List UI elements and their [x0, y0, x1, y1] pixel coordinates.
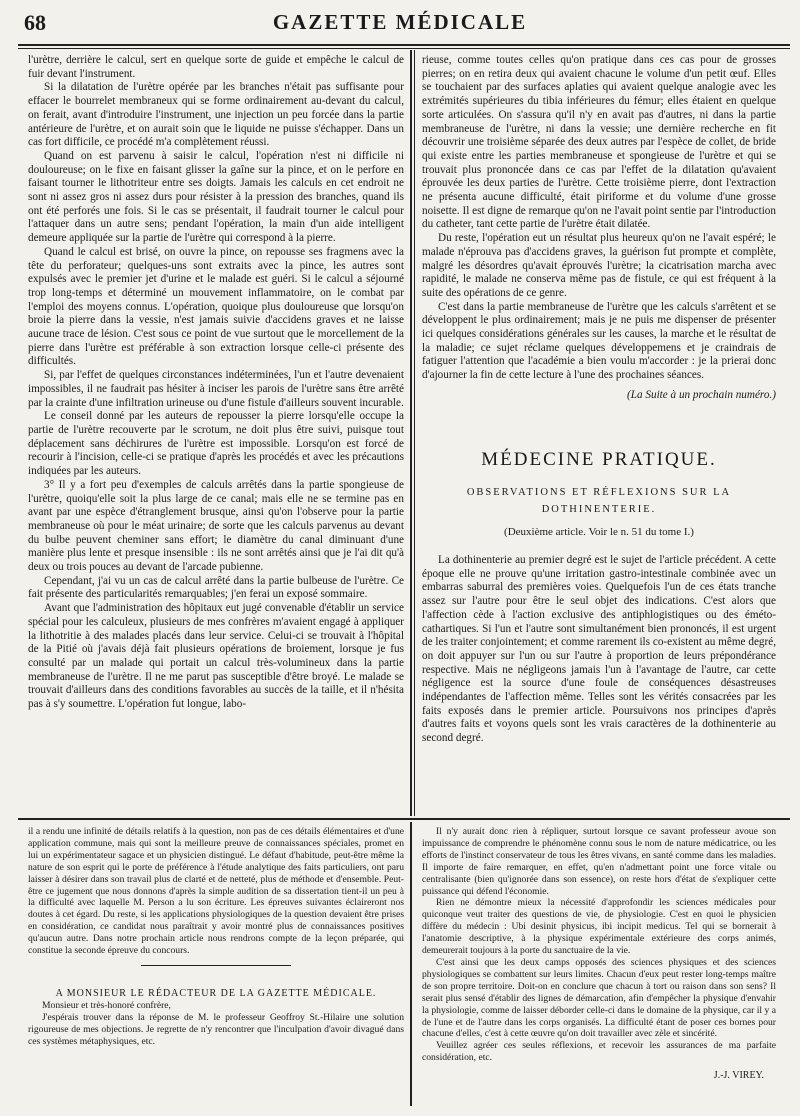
paragraph: Quand on est parvenu à saisir le calcul, l'opération n'est ni difficile ni douloureuse; on le fixe en faisant glisser la gaîne sur la pince, et on le perfore en faisant tourner le lithotriteur entre ses doigts. Jamais les calculs en cet endroit ne sont ni assez gros ni assez durs pour résister à la pression des branches, quand ils ont été perforés une fois. Si le cas se présentait, il faudrait tourner le calcul pour l'attaquer dans un autre sens; pendant l'opération, la main d'un aide intelligent demeure appliquée sur la partie de l'urètre qui correspond à la pierre. [28, 149, 404, 245]
paragraph: Si la dilatation de l'urètre opérée par les branches n'était pas suffisante pour effacer le bourrelet membraneux qui se forme ordinairement au-devant du calcul, on ferait, avant d'introduire l'instrument, une injection un peu forcée dans la partie antérieure de l'urètre, et on aurait soin que le liquide ne puisse s'échapper. Dans un cas fort difficile, ce procédé m'a complètement réussi. [28, 81, 404, 149]
footer-column-divider [410, 822, 412, 1106]
right-column [422, 54, 776, 746]
journal-title: GAZETTE MÉDICALE [272, 10, 528, 34]
header-rule-thin [18, 48, 790, 49]
section-separator [18, 818, 790, 820]
page-number: 68 [24, 10, 46, 35]
paragraph: il a rendu une infinité de détails relatifs à la question, non pas de ces détails élémentaires et d'une application commune, mais qui sont la meilleure preuve de connaissances spéciales, promet en lui un expérimentateur sagace et un physicien distingué. Le défaut d'habitude, peut-être même la nature de son esprit qui le porte de préférence à l'étude analytique des faits particuliers, ont paru laisser à désirer dans son travail plus de clarté et de netteté, plus de méthode et d'ensemble. Peut-être ce jugement que nous donnons d'après la simple audition de sa dissertation tient-il un peu à la difficulté avec laquelle M. Person a lu son écriture. Les épreuves suivantes éclaireront nos doutes à cet égard. Du reste, si les applications physiologiques de la question devaient être prises en considération, ce candidat nous paraîtrait y avoir montré plus de connaissances positives qu'aucun autre. Dans notre prochain article nous rendrons compte de la leçon préparée, qui constitue la seconde épreuve du concours. [28, 826, 404, 957]
divider [141, 965, 291, 966]
paragraph: Avant que l'administration des hôpitaux eut jugé convenable d'établir un service spécial pour les calculeux, plusieurs de mes confrères m'avaient engagé à appliquer la lithotritie à des malades placés dans leur service. Celui-ci se trouvait à l'hôpital de la Pitié où j'avais déjà fait plusieurs opérations de broiement, lorsque je fus consulté par un malade qui portait un calcul très-volumineux dans la partie membraneuse de l'urètre. Il ne me parut pas susceptible d'être broyé. Le malade se trouvait d'ailleurs dans des conditions favorables au succès de la taille, et il n'hésita pas à s'y soumettre. L'opération fut longue, labo- [28, 602, 404, 711]
section-title: MÉDECINE PRATIQUE. [481, 448, 717, 470]
article-title [422, 484, 776, 518]
article-title-line1: OBSERVATIONS ET RÉFLEXIONS SUR LA [466, 487, 732, 499]
paragraph: 3° Il y a fort peu d'exemples de calculs arrêtés dans la partie spongieuse de l'urètre, quoiqu'elle soit la plus large de ce canal; mais elle ne se termine pas en avant par une espèce d'étranglement brusque, ainsi qu'on l'observe pour la partie membraneuse où pour le méat urinaire; de sorte que les calculs parvenus au devant du bulbe peuvent cheminer sans effort; le diamètre du canal diminuant d'une manière plus lente et presque insensible : ils ne sont arrêtés ainsi que je l'ai dit qu'à deux ou trois pouces au devant de l'arcade pubienne. [28, 478, 404, 574]
paragraph: rieuse, comme toutes celles qu'on pratique dans ces cas pour de grosses pierres; on en retira deux qui avaient chacune le volume d'un petit œuf. Elles se touchaient par des surfaces aplaties qui avaient quelque analogie avec les extrémités supérieures du tibia inférieures du fémur; elles étaient en quelque sorte articulées. On s'assura qu'il n'y en avait pas d'autres, ni dans la partie membraneuse de l'urètre, ni dans la vessie; une dernière recherche en fit découvrir une troisième séparée des deux autres par l'espèce de collet, de bride qui existe entre les parties membraneuse et spongieuse de l'urètre et qui se trouvait plus prononcée dans ce cas par l'effet de la dilatation qu'avaient éprouvée les deux parties de l'urètre. Cette troisième pierre, dont l'extraction ne présenta aucune difficulté, était piriforme et du volume d'une grosse noisette. Il est digne de remarque qu'on ne l'avait point sentie par l'introduction du catheter, tant cette partie de l'urètre était dilatée. [422, 54, 776, 231]
letter-salutation: Monsieur et très-honoré confrère, [42, 999, 171, 1011]
signature: J.-J. VIREY. [713, 1070, 764, 1082]
paragraph: J'espérais trouver dans la réponse de M. le professeur Geoffroy St.-Hilaire une solution rigoureuse de mes objections. Je regrette de n'y rencontrer que l'inculpation d'avoir divagué dans ces systèmes métaphysiques, etc. [28, 1011, 404, 1047]
paragraph: Cependant, j'ai vu un cas de calcul arrêté dans la partie bulbeuse de l'urètre. Ce fait présente des particularités remarquables; j'en ferai un exposé sommaire. [28, 574, 404, 601]
paragraph: Veuillez agréer ces seules réflexions, et recevoir les assurances de ma parfaite considération, etc. [422, 1040, 776, 1064]
paragraph: Rien ne démontre mieux la nécessité d'approfondir les sciences médicales pour quiconque veut traiter des questions de vie, de physiologie. C'est en quoi le physicien diffère du médecin : Ubi desinit physicus, ibi incipit medicus. Tel qui se bornerait à l'anatomie descriptive, à la physique expérimentale extérieure des corps animés, demeurerait toujours à la porte du sanctuaire de la vie. [422, 897, 776, 957]
paragraph: C'est ainsi que les deux camps opposés des sciences physiques et des sciences physiologiques se combattent sur leurs limites. Chacun d'eux peut rester long-temps maître de son propre territoire. Doit-on en conclure que chacun à tort ou raison dans son sens? Il serait plus sensé d'établir des lignes de démarcation, afin d'empêcher la physique d'envahir la physiologie, comme de laisser déborder celle-ci dans le domaine de la physique, car il y a de l'une et de l'autre dans les corps organisés. La difficulté étant de poser ces bornes pour chacune d'elles, c'est à cette œuvre qu'on doit travailler avec zèle et sincérité. [422, 956, 776, 1040]
paragraph: l'urètre, derrière le calcul, sert en quelque sorte de guide et empêche le calcul de fuir devant l'instrument. [28, 54, 404, 80]
continuation-note: (La Suite à un prochain numéro.) [627, 388, 776, 401]
left-column [28, 54, 404, 712]
paragraph: Le conseil donné par les auteurs de repousser la pierre lorsqu'elle occupe la partie de l'urètre recouverte par le scrotum, ne doit plus être suivi, puisque tout déplacement sans déchirures de l'urètre est impossible. Lorsqu'on est forcé de recourir à l'incision, celle-ci se pratique d'après les procédés et avec les précautions indiquées par les auteurs. [28, 410, 404, 478]
header-rule [18, 44, 790, 46]
paragraph: C'est dans la partie membraneuse de l'urètre que les calculs s'arrêtent et se développent le plus ordinairement; mais je ne puis me dispenser de présenter ici quelques considérations générales sur les causes, la marche et le résultat de la maladie; ce sujet réclame quelques développemens et je craindrais de fatiguer l'attention que l'académie a bien voulu m'accorder : je la prierai donc d'ajourner la fin de cette lecture à l'une des prochaines séances. [422, 300, 776, 382]
footer-left-column [28, 826, 404, 1048]
column-divider-thin [414, 50, 415, 816]
paragraph: Il n'y aurait donc rien à répliquer, surtout lorsque ce savant professeur avoue son impuissance de comprendre le phénomène connu sous le nom de nature médicatrice, ou les efforts de l'instinct conservateur de tous les êtres vivans, en santé comme dans les maladies. Il importe de faire remarquer, en effet, qu'en n'admettant point une force vitale ou centralisante (bien qu'ignorée dans son essence), on reste hors d'état de s'expliquer cette puissance qui défend l'économie. [422, 826, 776, 897]
letter-heading: A MONSIEUR LE RÉDACTEUR DE LA GAZETTE MÉDICALE. [55, 987, 377, 999]
paragraph: Quand le calcul est brisé, on ouvre la pince, on repousse ses fragmens avec la tête du perforateur; quelques-uns sont extraits avec la pince, les autres sont expulsés avec le premier jet d'urine et le malade est guéri. Si le calcul a séjourné trop long-temps et déterminé un mouvement inflammatoire, on le combat par l'emploi des moyens connus. L'opération, quoique plus douloureuse que lorsqu'on broie la pierre dans la vessie, n'est jamais suivie d'accidens graves et ne laisse aucune trace de lésion. C'est sous ce point de vue surtout que le morcellement de la pierre dans l'urètre est préférable à son extraction lorsque celle-ci présente des difficultés. [28, 245, 404, 368]
article-note: (Deuxième article. Voir le n. 51 du tome I.) [504, 526, 694, 539]
article-title-line2: DOTHINENTERIE. [541, 504, 657, 516]
column-divider [410, 50, 412, 816]
paragraph: La dothinenterie au premier degré est le sujet de l'article précédent. A cette époque elle ne prouve qu'une irritation gastro-intestinale combinée avec un embarras saburral des premières voies. Quelquefois l'un de ces états tranche assez sur l'autre pour être le seul objet des indications. C'est alors que l'affection cède à l'action exclusive des antiphlogistiques ou des éméto-cathartiques. Si l'un et l'autre sont simultanément bien prononcés, il est urgent de les traiter conjointement; et comme rarement ils co-existent au même degré, on doit appuyer sur l'un ou sur l'autre à proportion de leurs prépondérance respective. Mais ne négligeons jamais l'un à l'avantage de l'autre, car cette négligence est la source d'une foule de conséquences désastreuses indépendantes de l'affection même. Telles sont les vérités consacrées par les faits exposés dans le premier article. Poursuivons nos principes d'après d'autres faits et voyons quels sont les vrais caractères de la dothinenterie au second degré. [422, 553, 776, 745]
footer-right-column [422, 826, 776, 1082]
paragraph: Si, par l'effet de quelques circonstances indéterminées, l'un et l'autre devenaient impossibles, il ne faudrait pas hésiter à inciser les parois de l'urètre sans être arrêté par la crainte d'une infiltration urineuse ou d'une fistule d'ailleurs souvent incurable. [28, 369, 404, 409]
paragraph: Du reste, l'opération eut un résultat plus heureux qu'on ne l'avait espéré; le malade n'éprouva pas d'accidens graves, la guérison fut prompte et complète, malgré les désordres qu'avait éprouvés l'urètre; la cicatrisation marcha avec rapidité, le malade ne conserva même pas de fistule, ce qui est fréquent à la suite des opérations de ce genre. [422, 232, 776, 299]
